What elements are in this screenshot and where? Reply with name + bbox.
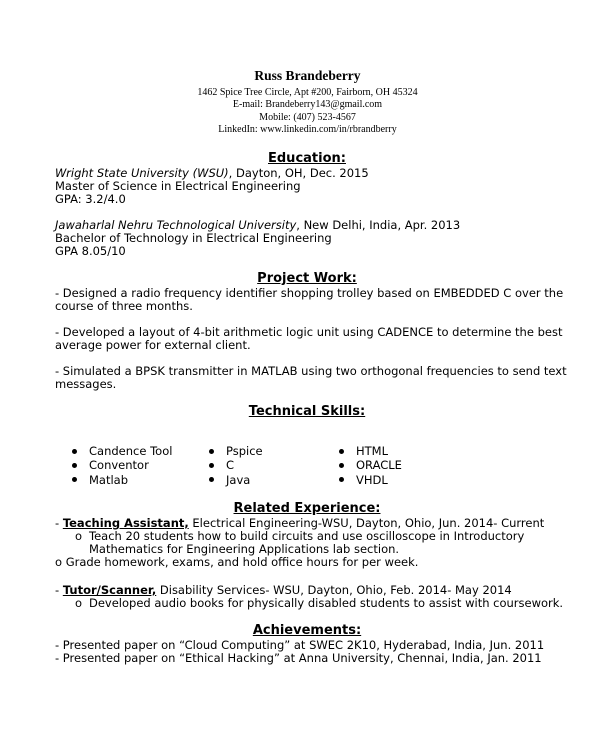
achievements-heading: Achievements: bbox=[252, 623, 362, 638]
project-line: - Simulated a BPSK transmitter in MATLAB using two orthogonal frequencies to send text bbox=[55, 364, 567, 378]
bullet-icon bbox=[339, 449, 344, 454]
job-1-extra-duty: o Grade homework, exams, and hold office hours for per week. bbox=[55, 555, 419, 569]
mobile-line: Mobile: (407) 523-4567 bbox=[259, 112, 356, 123]
education-entry-2-location: , New Delhi, India, Apr. 2013 bbox=[296, 218, 461, 232]
experience-heading: Related Experience: bbox=[233, 501, 381, 516]
bullet-icon bbox=[339, 463, 344, 468]
bullet-icon bbox=[72, 463, 77, 468]
sub-bullet: o bbox=[75, 529, 83, 543]
education-entry-1-degree: Master of Science in Electrical Engineering bbox=[55, 179, 301, 193]
skill-item: Java bbox=[226, 473, 251, 487]
skill-item: Conventor bbox=[89, 458, 149, 472]
skill-item: ORACLE bbox=[356, 458, 402, 472]
skill-item: VHDL bbox=[356, 473, 388, 487]
education-entry-2-school: Jawaharlal Nehru Technological University bbox=[55, 218, 297, 232]
skill-item: Pspice bbox=[226, 444, 263, 458]
achievement-line: - Presented paper on “Ethical Hacking” at Anna University, Chennai, India, Jan. 2011 bbox=[55, 651, 542, 665]
skill-item: Candence Tool bbox=[89, 444, 173, 458]
education-heading: Education: bbox=[268, 151, 346, 166]
job-2-prefix: - bbox=[55, 583, 63, 597]
bullet-icon bbox=[72, 449, 77, 454]
bullet-icon bbox=[209, 463, 214, 468]
education-entry-2-gpa: GPA 8.05/10 bbox=[55, 244, 126, 258]
project-line: - Designed a radio frequency identifier shopping trolley based on EMBEDDED C over the bbox=[55, 286, 564, 300]
project-line: messages. bbox=[55, 377, 117, 391]
bullet-icon bbox=[209, 449, 214, 454]
job-1-duty: Teach 20 students how to build circuits and use oscilloscope in Introductory bbox=[89, 529, 525, 543]
job-1-role: Teaching Assistant, bbox=[62, 516, 189, 530]
skill-item: Matlab bbox=[89, 473, 129, 487]
skills-heading: Technical Skills: bbox=[248, 404, 366, 419]
bullet-icon bbox=[339, 477, 344, 482]
bullet-icon bbox=[72, 477, 77, 482]
linkedin-line: LinkedIn: www.linkedin.com/in/rbrandberry bbox=[218, 124, 397, 135]
candidate-name: Russ Brandeberry bbox=[254, 68, 361, 83]
job-2-duty: Developed audio books for physically disabled students to assist with coursework. bbox=[89, 596, 564, 610]
job-1-duty-cont: Mathematics for Engineering Applications lab section. bbox=[89, 542, 400, 556]
job-2-role: Tutor/Scanner, bbox=[62, 583, 157, 597]
email-line: E-mail: Brandeberry143@gmail.com bbox=[232, 99, 383, 110]
bullet-icon bbox=[209, 477, 214, 482]
skill-item: HTML bbox=[356, 444, 389, 458]
achievement-line: - Presented paper on “Cloud Computing” at SWEC 2K10, Hyderabad, India, Jun. 2011 bbox=[55, 638, 545, 652]
project-line: - Developed a layout of 4-bit arithmetic logic unit using CADENCE to determine the best bbox=[55, 325, 563, 339]
skill-item: C bbox=[226, 458, 235, 472]
sub-bullet: o bbox=[75, 596, 83, 610]
job-2-details: Disability Services- WSU, Dayton, Ohio, Feb. 2014- May 2014 bbox=[156, 583, 512, 597]
project-line: average power for external client. bbox=[55, 338, 251, 352]
education-entry-2-degree: Bachelor of Technology in Electrical Engineering bbox=[55, 231, 332, 245]
education-entry-1-school: Wright State University (WSU) bbox=[55, 166, 229, 180]
projects-heading: Project Work: bbox=[257, 271, 357, 286]
education-entry-1-gpa: GPA: 3.2/4.0 bbox=[55, 192, 126, 206]
education-entry-1-location: , Dayton, OH, Dec. 2015 bbox=[228, 166, 369, 180]
job-1-details: Electrical Engineering-WSU, Dayton, Ohio, Jun. 2014- Current bbox=[188, 516, 545, 530]
address-line: 1462 Spice Tree Circle, Apt #200, Fairborn, OH 45324 bbox=[197, 87, 418, 98]
project-line: course of three months. bbox=[55, 299, 193, 313]
job-1-prefix: - bbox=[55, 516, 63, 530]
